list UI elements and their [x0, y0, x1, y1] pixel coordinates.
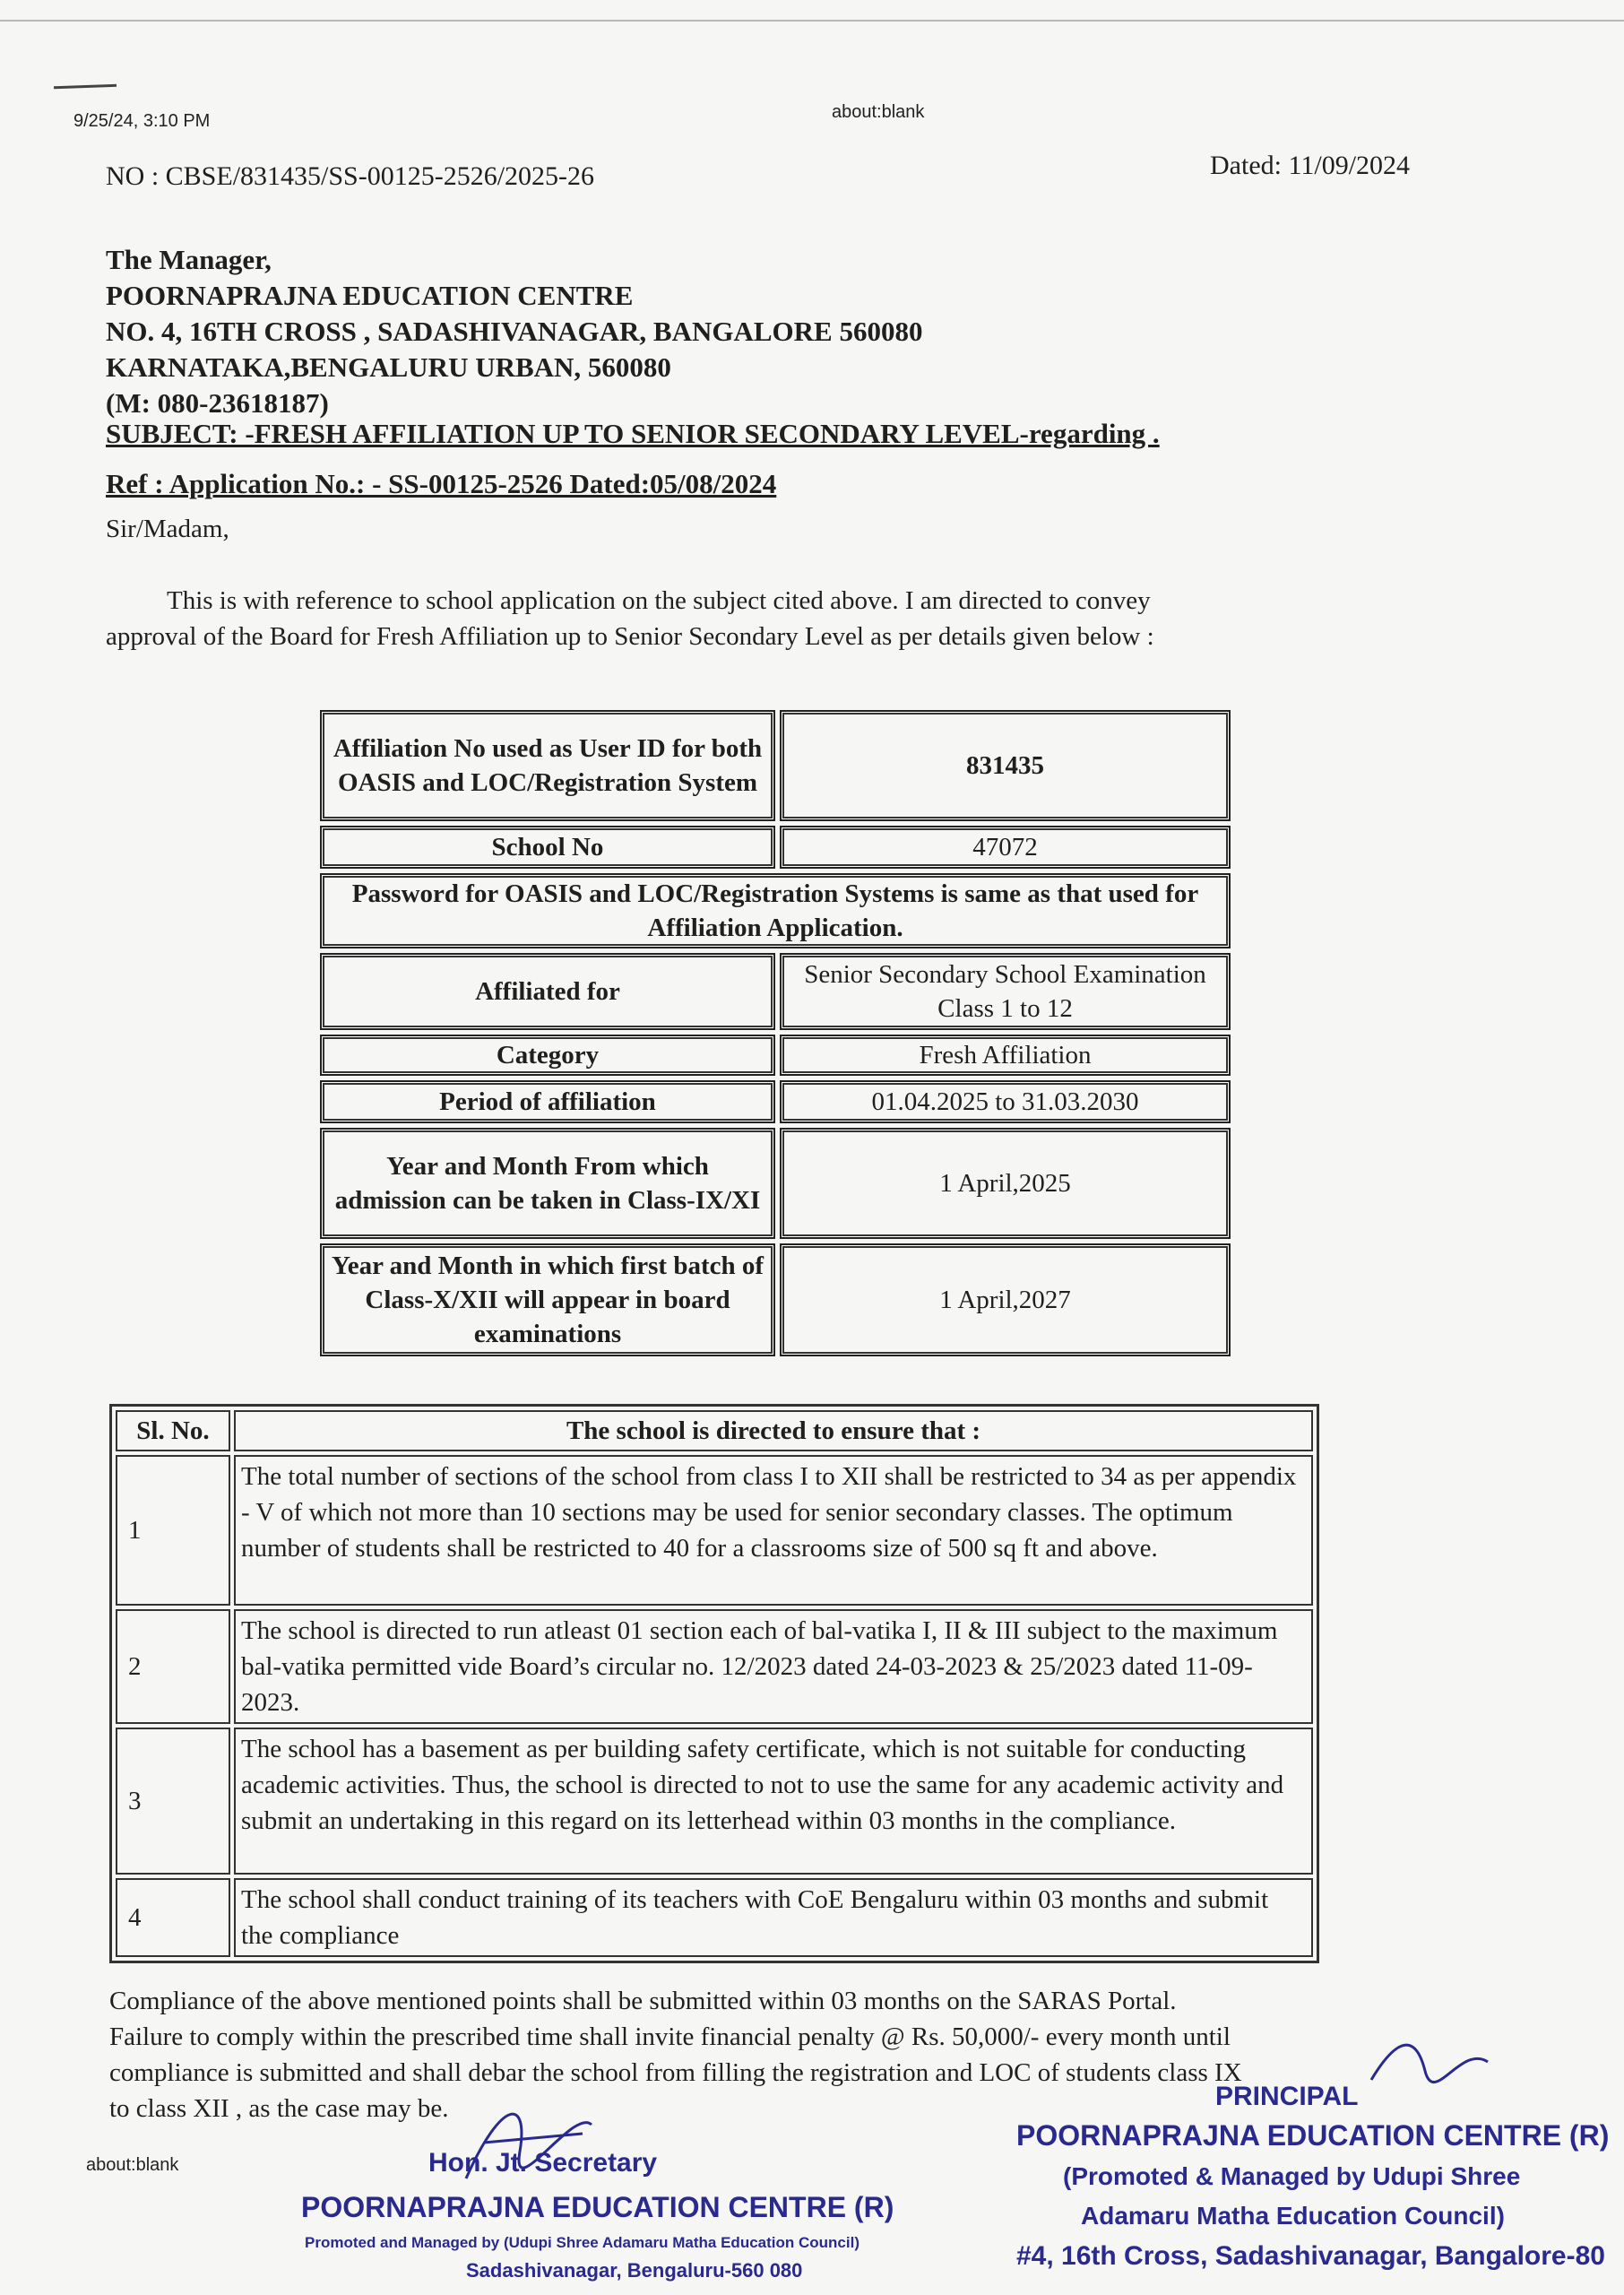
table-row: [320, 1035, 1231, 1076]
table-row: [320, 1128, 1231, 1239]
stamp-left-org: POORNAPRAJNA EDUCATION CENTRE (R): [301, 2191, 894, 2223]
print-timestamp: 9/25/24, 3:10 PM: [73, 111, 211, 131]
table-value: 01.04.2025 to 31.03.2030: [780, 1080, 1231, 1123]
intro-paragraph: [106, 583, 1343, 654]
compliance-line: compliance is submitted and shall debar the school from filling the registration and LOC of students class IX: [109, 2058, 1242, 2087]
directives-table: [109, 1404, 1319, 1963]
directive-number: 3: [116, 1728, 230, 1875]
table-row: [320, 826, 1231, 869]
letter-reference: Ref : Application No.: - SS-00125-2526 Dated:05/08/2024: [106, 468, 777, 499]
table-key: Affiliated for: [320, 953, 775, 1030]
table-row: [320, 953, 1231, 1030]
directive-number: 4: [116, 1878, 230, 1957]
signature-right: [1362, 2026, 1497, 2107]
table-key: Year and Month in which first batch of Class-X/XII will appear in board examinations: [320, 1243, 775, 1356]
affiliation-table: [320, 710, 1231, 1361]
table-row: [320, 1080, 1231, 1123]
stamp-left-addr: Sadashivanagar, Bengaluru-560 080: [466, 2259, 803, 2282]
table-row: [116, 1728, 1313, 1875]
compliance-line: Compliance of the above mentioned points shall be submitted within 03 months on the SARAS Portal.: [109, 1987, 1177, 2015]
affiliation-number: 831435: [780, 710, 1231, 821]
table-header-row: [116, 1410, 1313, 1451]
table-value: Fresh Affiliation: [780, 1035, 1231, 1076]
letter-number: NO : CBSE/831435/SS-00125-2526/2025-26: [106, 161, 595, 191]
table-key: Affiliation No used as User ID for both OASIS and LOC/Registration System: [320, 710, 775, 821]
directive-number: 1: [116, 1455, 230, 1606]
scan-mark: [54, 84, 117, 89]
table-value: 1 April,2025: [780, 1128, 1231, 1239]
table-row: [116, 1455, 1313, 1606]
table-key: School No: [320, 826, 775, 869]
stamp-right-line3: #4, 16th Cross, Sadashivanagar, Bangalore-80: [1016, 2241, 1605, 2271]
stamp-left-title: Hon. Jt. Secretary: [428, 2148, 658, 2178]
compliance-line: to class XII , as the case may be.: [109, 2094, 449, 2123]
password-note: Password for OASIS and LOC/Registration Systems is same as that used for Affiliation Application.: [320, 873, 1231, 948]
recipient-address: [106, 242, 922, 421]
table-row: [320, 1243, 1231, 1356]
page-top-rule: [0, 20, 1624, 22]
address-line: NO. 4, 16TH CROSS , SADASHIVANAGAR, BANGALORE 560080: [106, 316, 923, 347]
address-line: POORNAPRAJNA EDUCATION CENTRE: [106, 280, 634, 311]
table-value: Senior Secondary School Examination Class 1 to 12: [780, 953, 1231, 1030]
address-line: KARNATAKA,BENGALURU URBAN, 560080: [106, 351, 671, 383]
stamp-right-org: POORNAPRAJNA EDUCATION CENTRE (R): [1016, 2119, 1610, 2152]
stamp-left-sub: Promoted and Managed by (Udupi Shree Adamaru Matha Education Council): [305, 2234, 860, 2251]
table-key: Category: [320, 1035, 775, 1076]
address-line: The Manager,: [106, 244, 272, 275]
compliance-paragraph: [109, 1983, 1242, 2126]
stamp-right-line1: (Promoted & Managed by Udupi Shree: [1063, 2162, 1521, 2190]
print-footer: about:blank: [86, 2155, 179, 2175]
letter-date: Dated: 11/09/2024: [1210, 151, 1411, 180]
salutation: Sir/Madam,: [106, 515, 229, 543]
address-line: (M: 080-23618187): [106, 387, 329, 419]
table-row: [320, 710, 1231, 821]
table-value: 1 April,2027: [780, 1243, 1231, 1356]
stamp-right-line2: Adamaru Matha Education Council): [1081, 2202, 1505, 2230]
school-number: 47072: [780, 826, 1231, 869]
directive-number: 2: [116, 1609, 230, 1724]
directive-text: The school is directed to run atleast 01 section each of bal-vatika I, II & III subject to the maximum bal-vatika permitted vide Board’s circular no. 12/2023 dated 24-03-2023 & 25/2023 dated 11-09-2023.: [234, 1609, 1313, 1724]
compliance-line: Failure to comply within the prescribed time shall invite financial penalty @ Rs. 50,000/- every month until: [109, 2022, 1231, 2051]
print-page-title: about:blank: [832, 102, 925, 122]
table-row: [320, 873, 1231, 948]
directive-text: The school shall conduct training of its teachers with CoE Bengaluru within 03 months and submit the compliance: [234, 1878, 1313, 1957]
letter-subject: SUBJECT: -FRESH AFFILIATION UP TO SENIOR SECONDARY LEVEL-regarding .: [106, 418, 1160, 449]
intro-line: approval of the Board for Fresh Affiliation up to Senior Secondary Level as per details given below :: [106, 622, 1154, 651]
table-row: [116, 1609, 1313, 1724]
signature-left: [448, 2080, 609, 2196]
directive-text: The school has a basement as per building safety certificate, which is not suitable for conducting academic activities. Thus, the school is directed to not to use the same for any academic activity and submit an undertaking in this regard on its letterhead within 03 months in the compliance.: [234, 1728, 1313, 1875]
header-sl-no: Sl. No.: [116, 1410, 230, 1451]
table-key: Period of affiliation: [320, 1080, 775, 1123]
header-directive: The school is directed to ensure that :: [234, 1410, 1313, 1451]
stamp-right-title: PRINCIPAL: [1215, 2082, 1359, 2111]
intro-line: This is with reference to school application on the subject cited above. I am directed to convey: [167, 586, 1151, 615]
table-key: Year and Month From which admission can be taken in Class-IX/XI: [320, 1128, 775, 1239]
table-row: [116, 1878, 1313, 1957]
directive-text: The total number of sections of the school from class I to XII shall be restricted to 34 as per appendix - V of which not more than 10 sections may be used for senior secondary classes. The optimum number of students shall be restricted to 40 for a classrooms size of 500 sq ft and above.: [234, 1455, 1313, 1606]
